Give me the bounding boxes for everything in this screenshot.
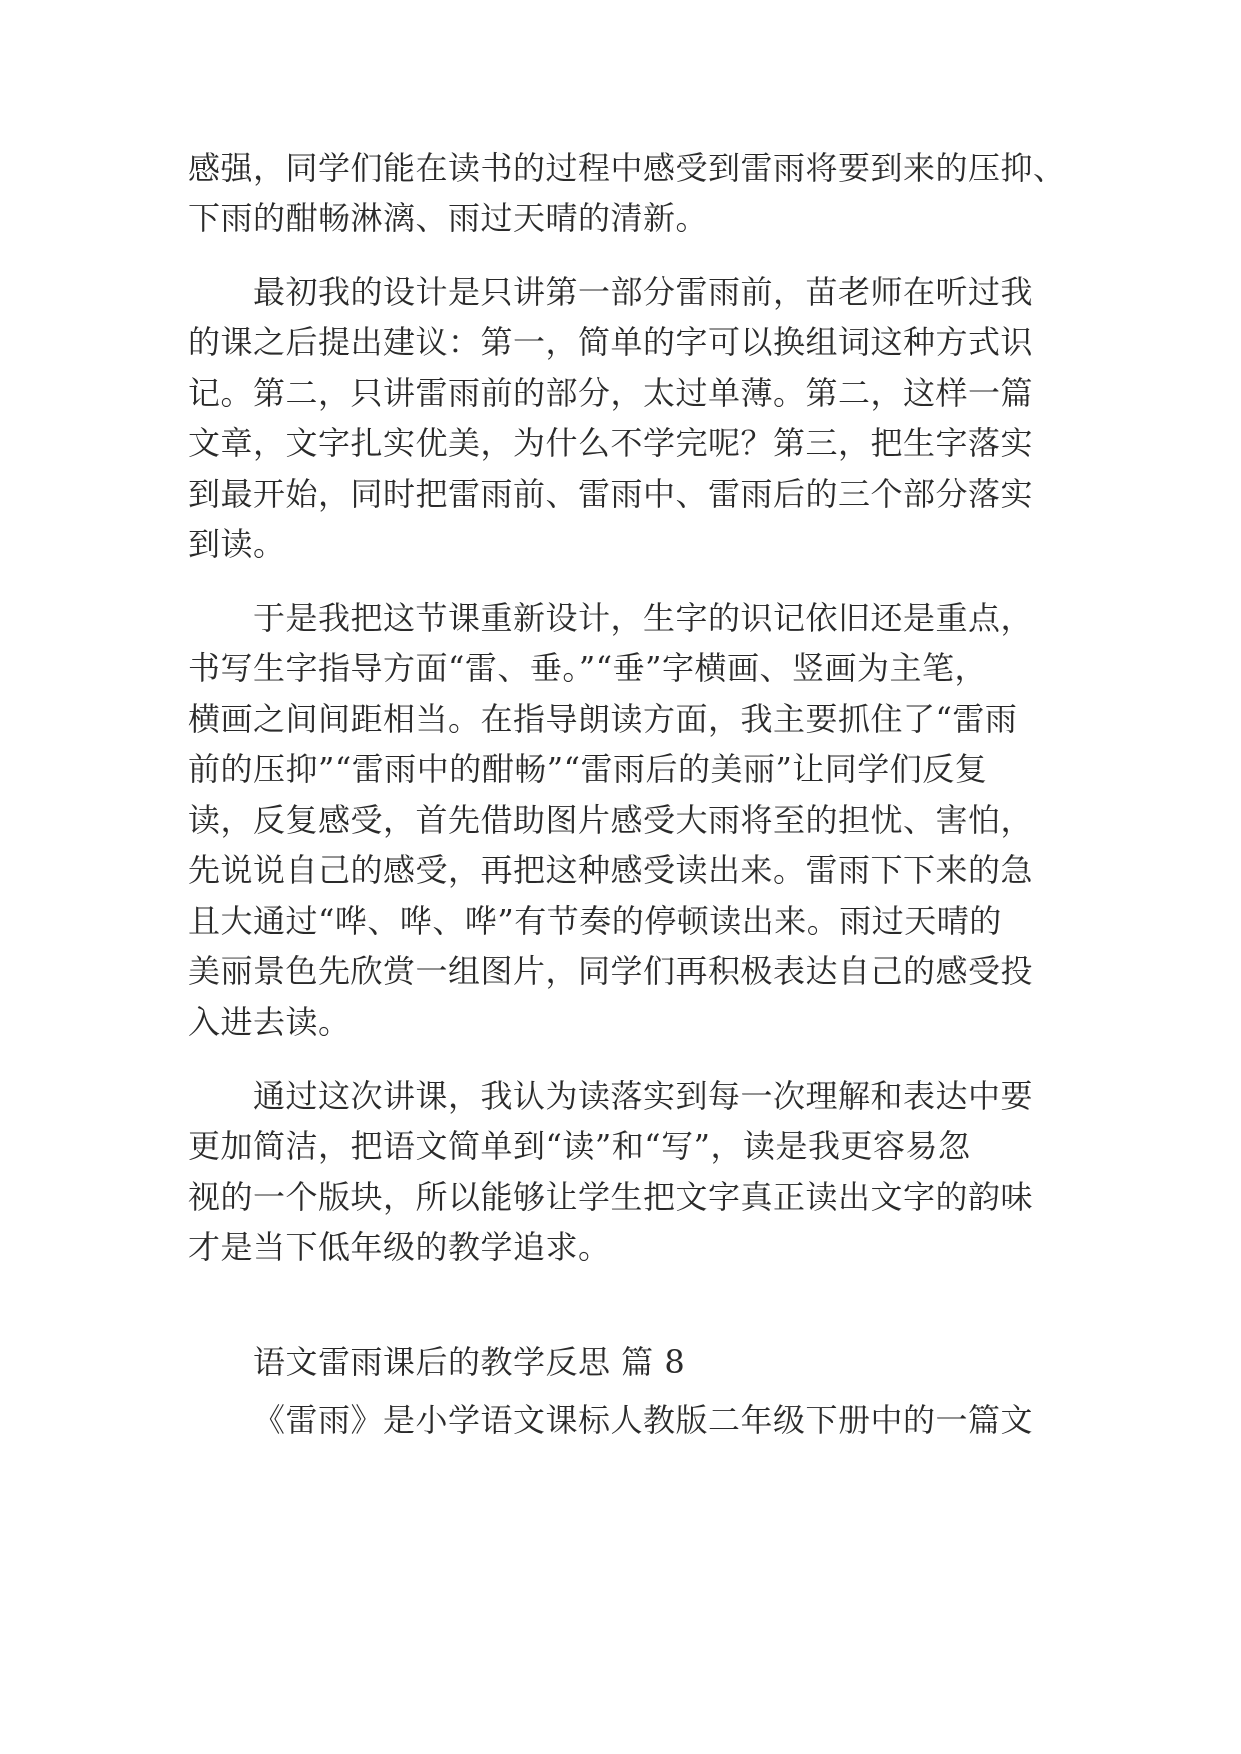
text-line: 前的压抑”“雷雨中的酣畅”“雷雨后的美丽”让同学们反复 bbox=[188, 750, 988, 788]
text-line: 到读。 bbox=[188, 525, 286, 563]
paragraph-first-line: 于是我把这节课重新设计，生字的识记依旧还是重点， bbox=[253, 599, 1034, 637]
text-line: 横画之间间距相当。在指导朗读方面，我主要抓住了“雷雨 bbox=[188, 700, 1018, 738]
text-line: 更加简洁，把语文简单到“读”和“写”，读是我更容易忽 bbox=[188, 1127, 971, 1165]
text-line: 且大通过“哗、哗、哗”有节奏的停顿读出来。雨过天晴的 bbox=[188, 902, 1002, 940]
text-line: 视的一个版块，所以能够让学生把文字真正读出文字的韵味 bbox=[188, 1178, 1034, 1216]
text-line: 美丽景色先欣赏一组图片，同学们再积极表达自己的感受投 bbox=[188, 952, 1034, 990]
text-line: 下雨的酣畅淋漓、雨过天晴的清新。 bbox=[188, 199, 709, 237]
paragraph-first-line: 最初我的设计是只讲第一部分雷雨前，苗老师在听过我 bbox=[253, 273, 1034, 311]
text-line: 感强，同学们能在读书的过程中感受到雷雨将要到来的压抑、 bbox=[188, 149, 1066, 187]
paragraph-first-line: 通过这次讲课，我认为读落实到每一次理解和表达中要 bbox=[253, 1077, 1034, 1115]
text-line: 的课之后提出建议：第一，简单的字可以换组词这种方式识 bbox=[188, 323, 1034, 361]
text-line: 才是当下低年级的教学追求。 bbox=[188, 1228, 611, 1266]
text-line: 文章，文字扎实优美，为什么不学完呢？第三，把生字落实 bbox=[188, 424, 1034, 462]
text-line: 先说说自己的感受，再把这种感受读出来。雷雨下下来的急 bbox=[188, 851, 1034, 889]
text-line: 书写生字指导方面“雷、垂。”“垂”字横画、竖画为主笔， bbox=[188, 649, 987, 687]
section-heading: 语文雷雨课后的教学反思 篇 8 bbox=[253, 1343, 686, 1381]
text-line: 到最开始，同时把雷雨前、雷雨中、雷雨后的三个部分落实 bbox=[188, 475, 1034, 513]
text-line: 入进去读。 bbox=[188, 1003, 351, 1041]
text-line: 读，反复感受，首先借助图片感受大雨将至的担忧、害怕， bbox=[188, 801, 1034, 839]
paragraph-first-line: 《雷雨》是小学语文课标人教版二年级下册中的一篇文 bbox=[253, 1401, 1034, 1439]
text-line: 记。第二，只讲雷雨前的部分，太过单薄。第二，这样一篇 bbox=[188, 374, 1034, 412]
